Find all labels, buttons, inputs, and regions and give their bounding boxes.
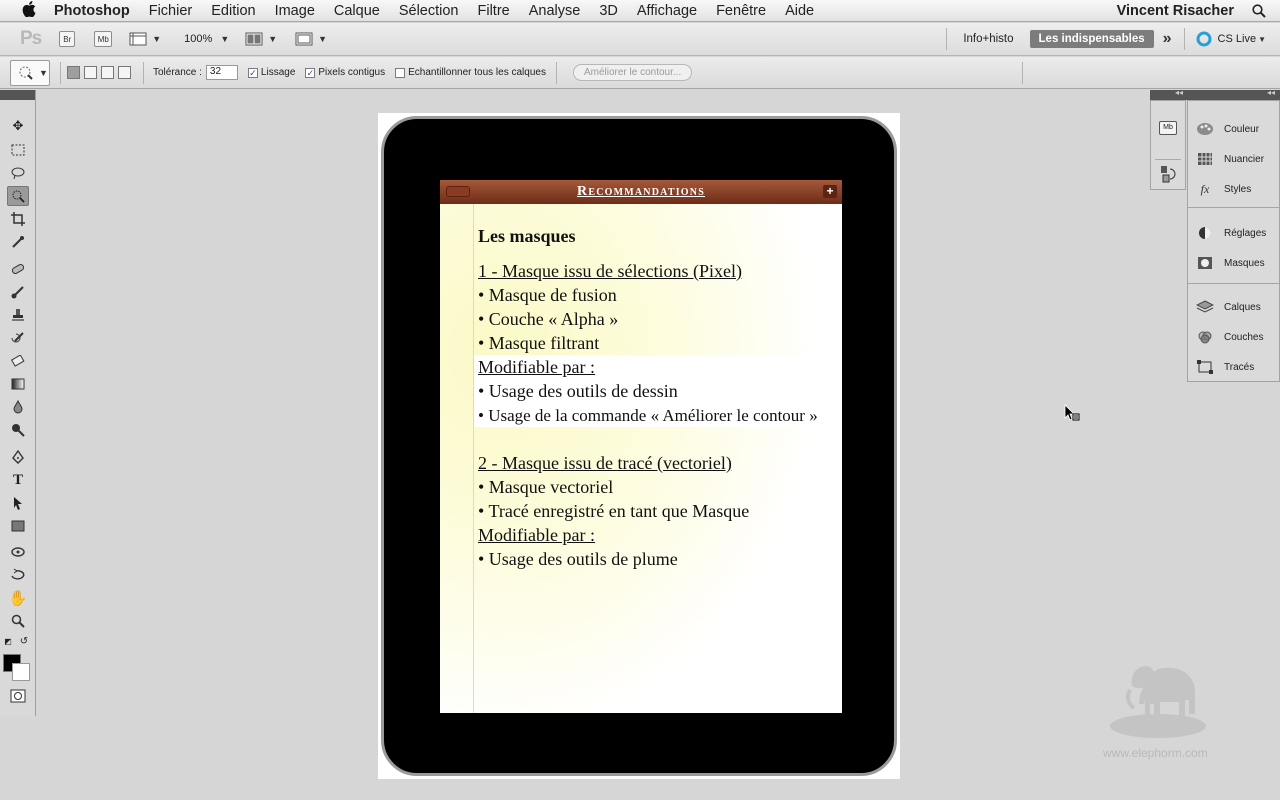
dodge-tool-icon[interactable] xyxy=(7,420,29,440)
heading-les-masques: Les masques xyxy=(478,226,576,246)
history-brush-tool-icon[interactable] xyxy=(7,328,29,348)
panel-label: Masques xyxy=(1224,257,1265,269)
chevron-down-icon: ▼ xyxy=(39,67,48,78)
panel-masques[interactable] xyxy=(1196,255,1265,271)
marquee-tool-icon[interactable] xyxy=(7,140,29,160)
tool-preset-picker[interactable] xyxy=(10,60,50,86)
arrange-documents-icon xyxy=(245,32,263,46)
bullet-trace-enregistre: • Tracé enregistré en tant que Masque xyxy=(478,501,750,521)
pixels-contigus-checkbox[interactable] xyxy=(305,67,385,78)
mouse-cursor-icon xyxy=(1064,404,1080,427)
bullet-outils-plume: • Usage des outils de plume xyxy=(478,549,678,569)
quick-selection-tool-icon[interactable] xyxy=(7,186,29,206)
application-bar xyxy=(0,23,1280,56)
modifiable-par-2: Modifiable par : xyxy=(478,525,595,545)
sample-all-layers-label: Echantillonner tous les calques xyxy=(408,67,546,78)
panel-label: Tracés xyxy=(1224,361,1255,373)
notepad xyxy=(440,180,842,713)
user-name[interactable]: Vincent Risacher xyxy=(1116,2,1234,19)
path-selection-tool-icon[interactable] xyxy=(7,493,29,513)
pen-tool-icon[interactable] xyxy=(7,447,29,467)
refine-edge-button[interactable]: Améliorer le contour... xyxy=(573,64,692,81)
new-selection-icon[interactable] xyxy=(67,66,80,79)
pixels-contigus-label: Pixels contigus xyxy=(318,67,386,78)
paths-icon xyxy=(1196,359,1214,375)
plus-icon: + xyxy=(823,185,837,198)
menu-affichage[interactable]: Affichage xyxy=(636,2,698,19)
screen-mode-icon xyxy=(295,32,313,46)
dock-icon-column xyxy=(1150,100,1186,190)
chevron-down-icon[interactable]: ▼ xyxy=(220,34,230,44)
quick-selection-icon xyxy=(17,65,35,81)
bullet-masque-vectoriel: • Masque vectoriel xyxy=(478,477,614,497)
collapse-icon[interactable]: ◂◂ xyxy=(1175,88,1184,97)
panel-couleur[interactable] xyxy=(1196,121,1259,137)
view-extras-menu[interactable] xyxy=(129,32,161,46)
menu-calque[interactable]: Calque xyxy=(333,2,380,19)
3d-rotate-tool-icon[interactable] xyxy=(7,542,29,562)
divider xyxy=(946,28,947,50)
mini-bridge-button[interactable]: Mb xyxy=(94,31,112,47)
menu-filtre[interactable]: Filtre xyxy=(477,2,510,19)
divider xyxy=(1184,28,1185,50)
checkbox-unchecked-icon xyxy=(395,68,405,78)
tolerance-input[interactable]: 32 xyxy=(206,65,238,80)
dock-header[interactable] xyxy=(1150,90,1280,100)
collapse-icon[interactable]: ◂◂ xyxy=(1266,88,1275,97)
notepad-header xyxy=(440,180,842,204)
default-colors-icon[interactable]: ◩ xyxy=(4,636,12,646)
move-tool-icon[interactable]: ✥ xyxy=(12,118,24,133)
notepad-back-button xyxy=(446,186,470,197)
arrange-documents-menu[interactable] xyxy=(245,32,277,46)
bridge-button[interactable]: Br xyxy=(59,31,75,47)
panel-couches[interactable] xyxy=(1196,329,1263,345)
sample-all-layers-checkbox[interactable] xyxy=(395,67,546,78)
panel-reglages[interactable] xyxy=(1196,225,1266,241)
mask-icon xyxy=(1196,255,1214,271)
clone-source-panel-icon[interactable] xyxy=(1160,165,1176,188)
panel-label: Styles xyxy=(1224,183,1252,195)
divider xyxy=(556,62,557,84)
selection-modes xyxy=(67,66,135,79)
quick-mask-icon[interactable] xyxy=(7,686,29,706)
screen-mode-menu[interactable] xyxy=(295,32,327,46)
panel-styles[interactable] xyxy=(1196,181,1251,197)
view-extras-icon xyxy=(129,32,147,46)
healing-brush-tool-icon[interactable] xyxy=(7,259,29,279)
tolerance-label: Tolérance : xyxy=(153,67,202,78)
panel-label: Calques xyxy=(1224,301,1261,313)
3d-orbit-tool-icon[interactable] xyxy=(7,565,29,585)
bullet-couche-alpha: • Couche « Alpha » xyxy=(478,309,619,329)
cs-live-label: CS Live xyxy=(1217,33,1257,45)
chevron-down-icon: ▼ xyxy=(268,34,278,44)
blur-tool-icon[interactable] xyxy=(7,397,29,417)
menu-image[interactable]: Image xyxy=(274,2,315,19)
channels-icon xyxy=(1196,329,1214,345)
swatches-grid-icon xyxy=(1196,151,1214,167)
gradient-tool-icon[interactable] xyxy=(7,374,29,394)
brush-tool-icon[interactable] xyxy=(7,282,29,302)
menu-aide[interactable]: Aide xyxy=(785,2,815,19)
intersect-selection-icon[interactable] xyxy=(118,66,131,79)
search-icon[interactable] xyxy=(1252,4,1266,18)
lissage-checkbox[interactable] xyxy=(248,67,295,78)
color-palette-icon xyxy=(1196,121,1214,137)
menu-fichier[interactable]: Fichier xyxy=(148,2,193,19)
checkbox-checked-icon: ✓ xyxy=(306,67,315,78)
subtract-from-selection-icon[interactable] xyxy=(101,66,114,79)
options-bar xyxy=(0,57,1280,89)
shape-tool-icon[interactable] xyxy=(7,516,29,536)
notepad-title: Recommandations xyxy=(577,184,705,199)
chevron-down-icon: ▼ xyxy=(1258,34,1266,44)
app-menu-photoshop[interactable]: Photoshop xyxy=(54,2,130,19)
panel-label: Couleur xyxy=(1224,123,1260,135)
type-tool-icon[interactable]: T xyxy=(12,471,23,488)
menu-analyse[interactable]: Analyse xyxy=(528,2,581,19)
menu-3d[interactable]: 3D xyxy=(599,2,618,19)
panel-calques[interactable] xyxy=(1196,299,1261,315)
hand-tool-icon[interactable]: ✋ xyxy=(8,590,28,607)
cs-live-menu[interactable] xyxy=(1196,31,1280,47)
margin-line xyxy=(473,204,474,713)
background-color-swatch[interactable] xyxy=(12,663,30,681)
panel-label: Réglages xyxy=(1224,227,1267,239)
workspace-info-histo[interactable]: Info+histo xyxy=(963,33,1014,45)
divider xyxy=(1188,207,1280,208)
eraser-tool-icon[interactable] xyxy=(7,351,29,371)
divider xyxy=(143,62,144,84)
adjustments-icon xyxy=(1196,225,1214,241)
mini-bridge-panel-icon[interactable]: Mb xyxy=(1159,121,1177,135)
clone-stamp-tool-icon[interactable] xyxy=(7,305,29,325)
zoom-level[interactable]: 100% xyxy=(184,33,213,45)
divider xyxy=(60,62,61,84)
ps-logo: Ps xyxy=(20,28,42,49)
menu-fenetre[interactable]: Fenêtre xyxy=(716,2,767,19)
section-2-title: 2 - Masque issu de tracé (vectoriel) xyxy=(478,453,732,473)
cs-live-icon xyxy=(1196,31,1212,47)
modifiable-par-1: Modifiable par : xyxy=(478,357,595,377)
bullet-masque-fusion: • Masque de fusion xyxy=(478,285,617,305)
divider xyxy=(1155,159,1181,160)
fx-styles-icon: fx xyxy=(1200,181,1210,196)
eyedropper-tool-icon[interactable] xyxy=(7,232,29,252)
dock-panel-list xyxy=(1187,100,1280,382)
bullet-ameliorer-contour: • Usage de la commande « Améliorer le contour » xyxy=(478,406,818,425)
more-workspaces-icon[interactable]: » xyxy=(1162,30,1172,47)
apple-icon[interactable] xyxy=(18,1,40,21)
crop-tool-icon[interactable] xyxy=(7,209,29,229)
panel-nuancier[interactable] xyxy=(1196,151,1264,167)
workspace-les-indispensables[interactable]: Les indispensables xyxy=(1030,30,1154,48)
lasso-tool-icon[interactable] xyxy=(7,163,29,183)
swap-colors-icon[interactable]: ↺ xyxy=(19,635,29,647)
checkbox-checked-icon: ✓ xyxy=(249,67,257,78)
divider xyxy=(1188,283,1280,284)
menu-bar xyxy=(0,0,1280,22)
lissage-label: Lissage xyxy=(260,67,296,78)
panel-header[interactable] xyxy=(0,90,35,100)
watermark-url: www.elephorm.com xyxy=(1103,746,1208,760)
chevron-down-icon: ▼ xyxy=(152,34,162,44)
menu-selection[interactable]: Sélection xyxy=(398,2,459,19)
add-to-selection-icon[interactable] xyxy=(84,66,97,79)
menu-edition[interactable]: Edition xyxy=(211,2,256,19)
tools-panel xyxy=(0,90,36,716)
bullet-masque-filtrant: • Masque filtrant xyxy=(478,333,600,353)
chevron-down-icon: ▼ xyxy=(318,34,328,44)
section-1-title: 1 - Masque issu de sélections (Pixel) xyxy=(478,261,742,281)
layers-icon xyxy=(1196,299,1214,315)
bullet-outils-dessin: • Usage des outils de dessin xyxy=(478,381,678,401)
divider xyxy=(1022,62,1023,84)
zoom-tool-icon[interactable] xyxy=(7,611,29,631)
panel-label: Nuancier xyxy=(1224,153,1265,165)
panel-label: Couches xyxy=(1224,331,1264,343)
panel-traces[interactable] xyxy=(1196,359,1254,375)
